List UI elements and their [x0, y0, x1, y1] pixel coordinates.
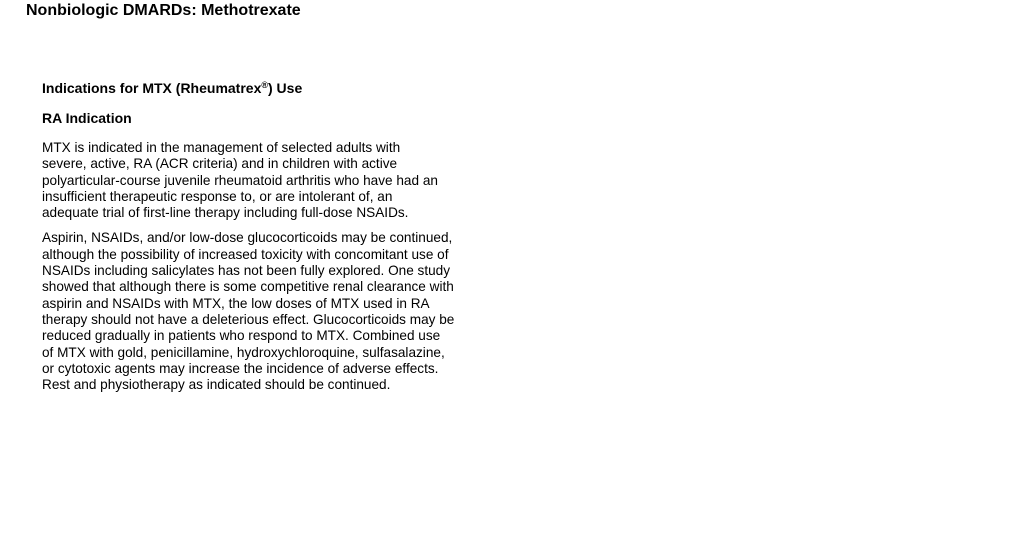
paragraph-line: adequate trial of first-line therapy including full-dose NSAIDs. — [42, 205, 409, 221]
paragraph-line: severe, active, RA (ACR criteria) and in children with active — [42, 156, 398, 172]
paragraph-line: NSAIDs including salicylates has not been fully explored. One study — [42, 263, 451, 279]
paragraph-line: of MTX with gold, penicillamine, hydroxychloroquine, sulfasalazine, — [42, 344, 445, 360]
paragraph-line: polyarticular-course juvenile rheumatoid arthritis who have had an — [42, 172, 438, 188]
indication-paragraph — [42, 140, 482, 221]
registered-mark: ® — [261, 80, 268, 90]
slide-content — [42, 80, 482, 393]
paragraph-line: although the possibility of increased toxicity with concomitant use of — [42, 246, 449, 262]
paragraph-line: MTX is indicated in the management of selected adults with — [42, 140, 401, 155]
section-heading-prefix: Indications for MTX (Rheumatrex — [42, 80, 262, 96]
concomitant-therapy-paragraph — [42, 230, 482, 393]
paragraph-line: aspirin and NSAIDs with MTX, the low doses of MTX used in RA — [42, 295, 430, 311]
page-title: Nonbiologic DMARDs: Methotrexate — [26, 2, 301, 19]
paragraph-line: or cytotoxic agents may increase the incidence of adverse effects. — [42, 360, 439, 376]
section-heading — [42, 80, 482, 97]
paragraph-line: reduced gradually in patients who respond to MTX. Combined use — [42, 328, 441, 344]
paragraph-line: insufficient therapeutic response to, or are intolerant of, an — [42, 188, 393, 204]
paragraph-line: showed that although there is some competitive renal clearance with — [42, 279, 454, 295]
paragraph-line: Rest and physiotherapy as indicated should be continued. — [42, 377, 391, 393]
ra-indication-heading: RA Indication — [42, 110, 132, 126]
paragraph-line: therapy should not have a deleterious effect. Glucocorticoids may be — [42, 311, 455, 327]
section-heading-suffix: ) Use — [268, 80, 303, 96]
paragraph-line: Aspirin, NSAIDs, and/or low-dose glucocorticoids may be continued, — [42, 230, 453, 246]
